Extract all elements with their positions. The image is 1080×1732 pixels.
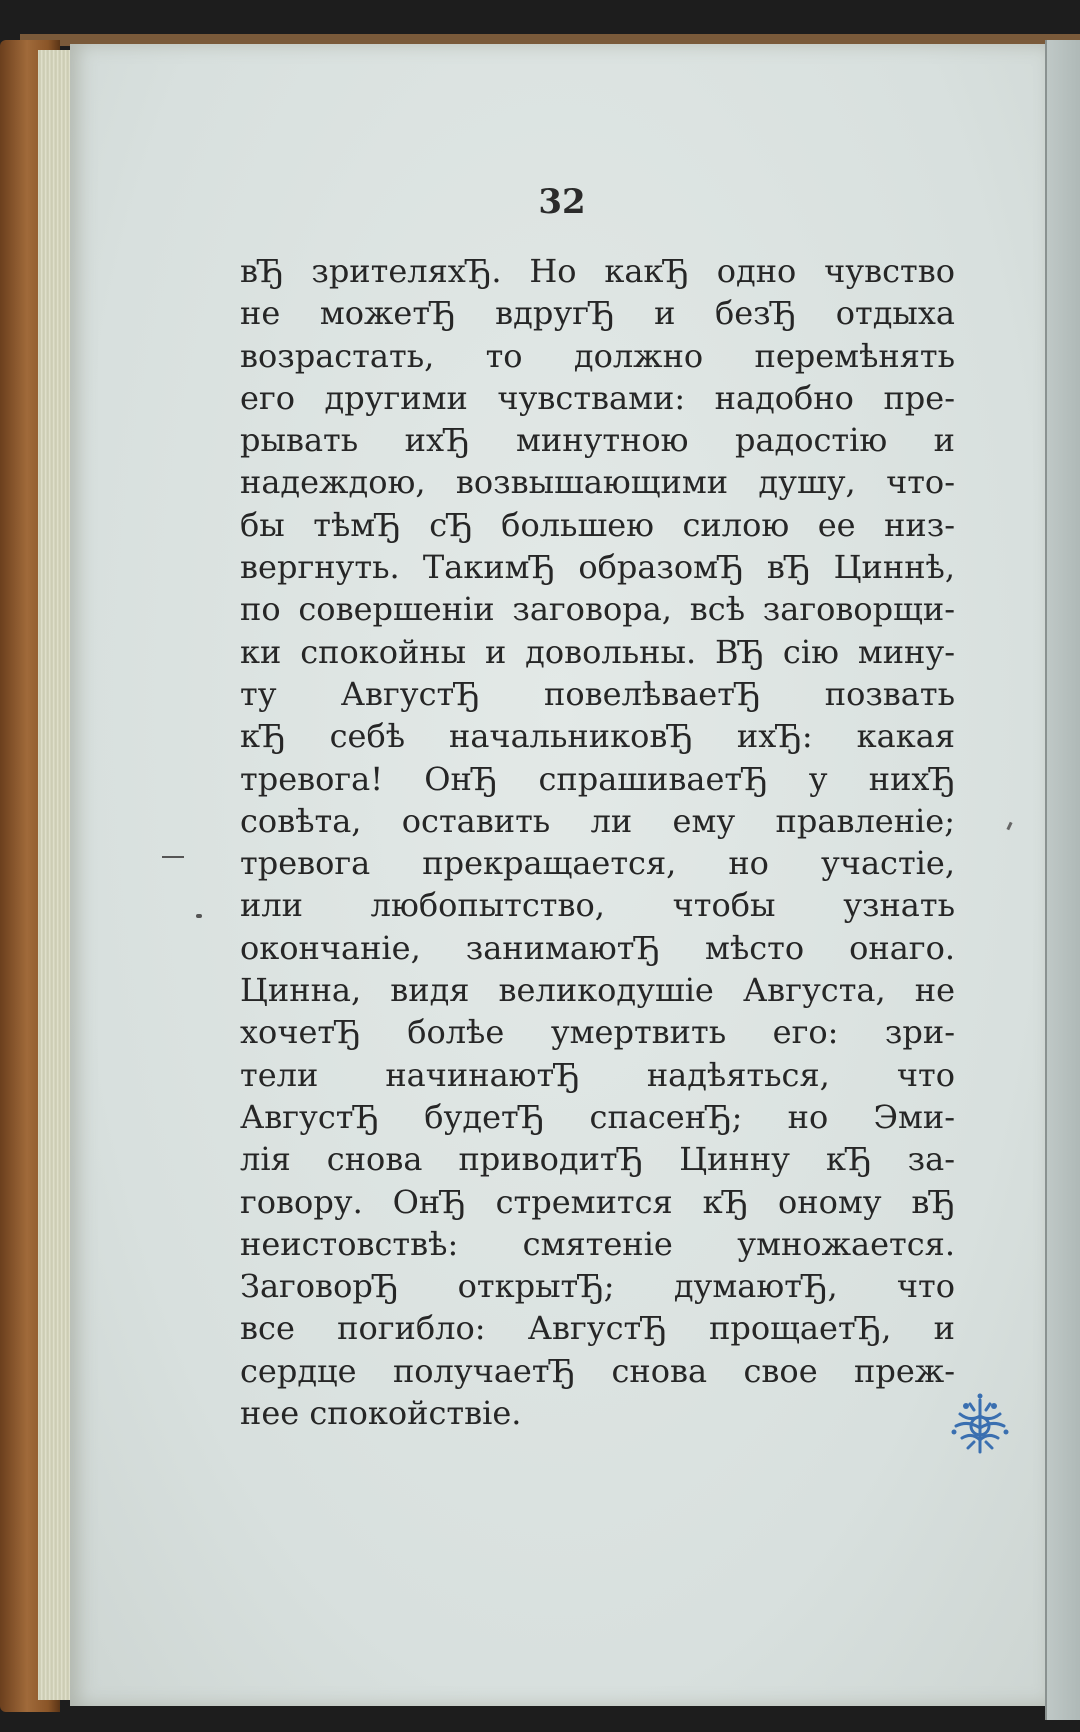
margin-dot — [196, 914, 202, 918]
page-number: 32 — [538, 182, 586, 222]
text-line: бы тѣмЂ сЂ большею силою ее низ- — [240, 505, 955, 544]
text-line: тели начинаютЂ надѣяться, что — [240, 1055, 955, 1094]
text-line: его другими чувствами: надобно пре- — [240, 378, 955, 417]
text-line: ки спокойны и довольны. ВЂ сію мину- — [240, 632, 955, 671]
text-line: по совершеніи заговора, всѣ заговорщи- — [240, 590, 955, 629]
text-line: не можетЂ вдругЂ и безЂ отдыха — [240, 294, 955, 333]
margin-mark — [162, 856, 184, 858]
text-line: АвгустЂ будетЂ спасенЂ; но Эми- — [240, 1097, 955, 1136]
text-line: тревога прекращается, но участіе, — [240, 844, 955, 883]
text-line: кЂ себѣ начальниковЂ ихЂ: какая — [240, 717, 955, 756]
text-line: ЗаговорЂ открытЂ; думаютЂ, что — [240, 1267, 955, 1306]
text-line: ту АвгустЂ повелѣваетЂ позвать — [240, 674, 955, 713]
text-line: вергнуть. ТакимЂ образомЂ вЂ Циннѣ, — [240, 548, 955, 587]
text-line: нее спокойствіе. — [240, 1394, 522, 1433]
text-line: неистовствѣ: смятеніе умножается. — [240, 1224, 955, 1263]
library-stamp-icon — [946, 1392, 1014, 1460]
text-line: совѣта, оставить ли ему правленіе; — [240, 801, 955, 840]
text-line: хочетЂ болѣе умертвить его: зри- — [240, 1013, 955, 1052]
text-line: лія снова приводитЂ Цинну кЂ за- — [240, 1140, 955, 1179]
text-line: говору. ОнЂ стремится кЂ оному вЂ — [240, 1182, 955, 1221]
facing-page-edge — [1045, 40, 1080, 1720]
text-line: вЂ зрителяхЂ. Но какЂ одно чувство — [240, 252, 955, 290]
text-line: все погибло: АвгустЂ прощаетЂ, и — [240, 1309, 955, 1348]
text-line: Цинна, видя великодушіе Августа, не — [240, 971, 955, 1010]
text-line: рывать ихЂ минутною радостію и — [240, 421, 955, 460]
text-line: или любопытство, чтобы узнать — [240, 886, 955, 925]
text-line: возрастать, то должно перемѣнять — [240, 336, 955, 375]
text-line: сердце получаетЂ снова свое преж- — [240, 1351, 955, 1390]
text-line: надеждою, возвышающими душу, что- — [240, 463, 955, 502]
page-text — [240, 250, 955, 1434]
text-line: окончаніе, занимаютЂ мѣсто онаго. — [240, 928, 955, 967]
text-line: тревога! ОнЂ спрашиваетЂ у нихЂ — [240, 759, 955, 798]
